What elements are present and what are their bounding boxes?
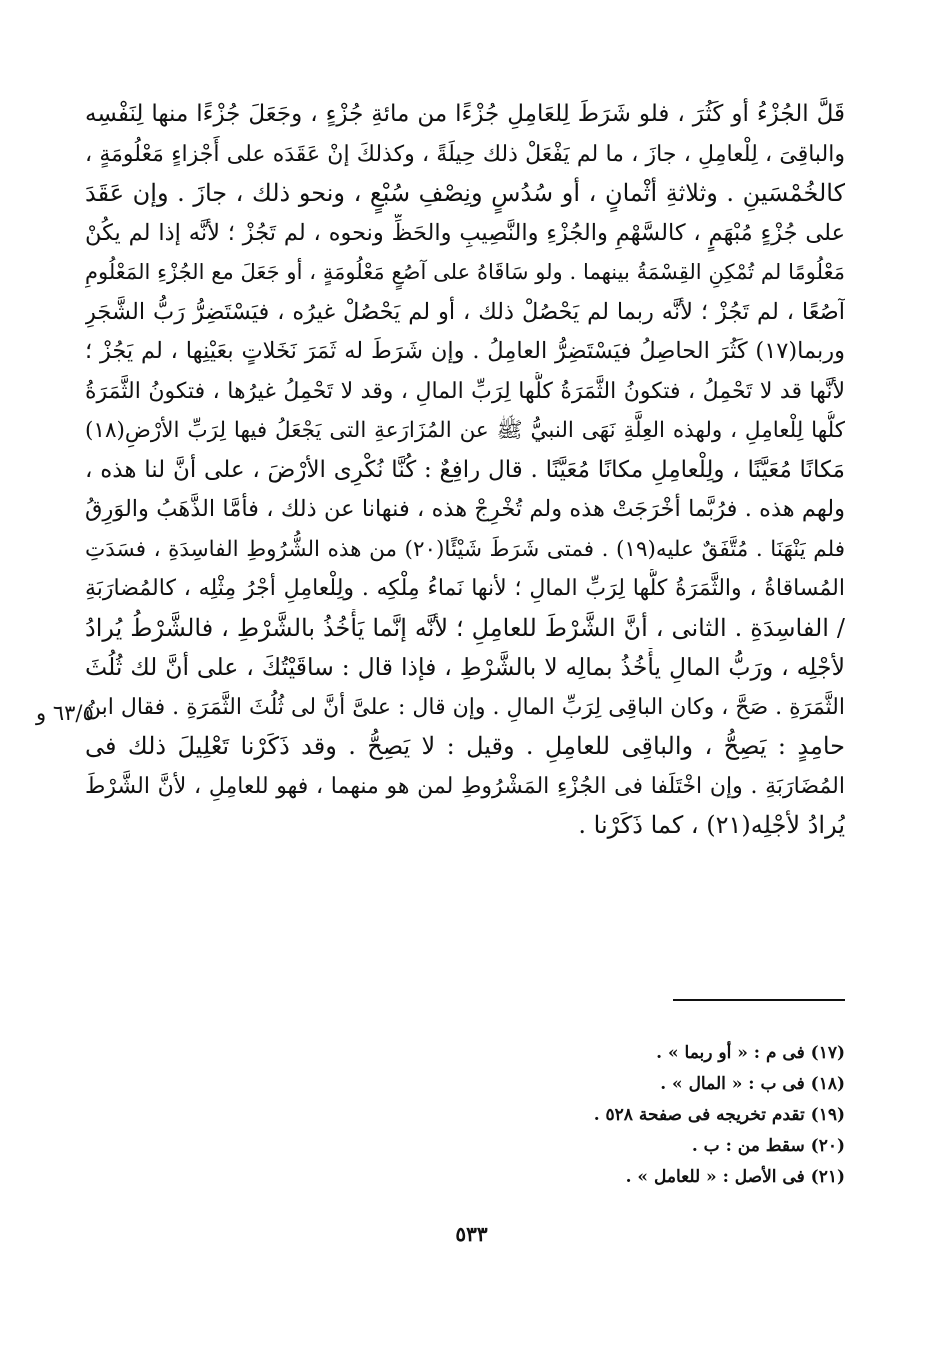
text-line: كلُّها لِلْعامِلِ ، ولهذه العِلَّةِ نَهَى النبيُّ ﷺ عن المُزَارَعةِ التى يَجْعَلُ فيها لِرَبِّ الأرْضِ(١٨) [85,418,845,443]
text-line: على جُزْءٍ مُبْهَمٍ ، كالسَّهْمِ والجُزْءِ والنَّصِيبِ والحَظِّ ونحوه ، لم تَجُزْ ؛ لأنَّه إذا لم يكُنْ [85,219,845,246]
text-line: ولهم هذه . فرُبَّما أخْرَجَتْ هذه ولم تُخْرِجْ هذه ، فنهانا عن ذلك ، فأمَّا الذَّهَبُ والوَرِقُ [85,496,845,522]
text-line: المُضَارَبَةِ . وإن اخْتَلَفا فى الجُزْءِ المَشْرُوطِ لمن هو منهما ، فهو للعامِلِ ، لأنَّ الشَّرْطَ [85,773,845,799]
footnote: (٢٠) سقط من : ب . [691,1136,845,1156]
page-number: ٥٣٣ [455,1222,488,1246]
text-line: قَلَّ الجُزْءُ أو كَثُرَ ، فلو شَرَطَ لِلعَامِلِ جُزْءًا من مائةِ جُزْءٍ ، وجَعَلَ جُزْءًا منها لِنَفْسِه [85,101,845,127]
text-line: مَكانًا مُعَيَّنًا ، ولِلْعامِلِ مكانًا مُعَيَّنًا . قال رافِعٌ : كُنَّا نُكْرِى الأرْضَ ، على أنَّ لنا هذه ، [85,456,845,483]
text-line: المُساقاةُ ، والثَّمَرَةُ كلُّها لِرَبِّ المالِ ؛ لأنها نَماءُ مِلْكِه . ولِلْعامِلِ أجْرُ مِثْلِه ، كالمُضارَبَةِ [85,576,845,601]
footnotes [425,1038,845,1193]
text-line: الثَّمَرَةِ . صَحَّ ، وكان الباقِى لِرَبِّ المالِ . وإن قال : علىَّ أنَّ لى ثُلُثَ الثَّمَرَةِ . فقال ابنُ [85,694,845,720]
footnote-divider [673,999,845,1001]
text-line: حامِدٍ : يَصِحُّ ، والباقِى للعامِلِ . وقيل : لا يَصِحُّ . وقد ذَكَرْنا تَعْلِيلَ ذلك فى [85,732,845,760]
text-line: / الفاسِدَةِ . الثانى ، أنَّ الشَّرْطَ للعامِلِ ؛ لأنَّه إنَّما يَأْخُذُ بالشَّرْطِ ، فالشَّرْطُ يُرادُ [85,613,845,642]
main-text [85,95,845,846]
text-line: وربما(١٧) كَثُرَ الحاصِلُ فيَسْتَضِرُّ العامِلُ . وإن شَرَطَ له ثَمَرَ نَخَلاتٍ بعَيْنِها ، لم يَجُزْ ؛ [85,338,845,364]
text-line: لأجْلِه ، ورَبُّ المالِ يأْخُذُ بمالِه لا بالشَّرْطِ ، فإذا قال : ساقَيْتُكَ ، على أنَّ لك ثُلُثَ [85,653,845,681]
text-line: فلم يَنْهَنَا . مُتَّفَقٌ عليه(١٩) . فمتى شَرَطَ شَيْئًا(٢٠) من هذه الشُّرُوطِ الفاسِدَةِ ، فسَدَتِ [85,536,845,562]
footnote: (١٩) تقدم تخريجه فى صفحة ٥٢٨ . [593,1105,845,1125]
footnote: (١٨) فى ب : « المال » . [660,1074,845,1094]
margin-folio-note: ٦٣/٥ و [36,701,94,725]
text-line: والباقِىَ ، لِلْعامِلِ ، جازَ ، ما لم يَفْعَلْ ذلك حِيلَةً ، وكذلكَ إنْ عَقَدَه على أَجْزاءٍ مَعْلُومَةٍ ، [85,141,845,167]
text-line: آصُعًا ، لم تَجُزْ ؛ لأنَّه ربما لم يَحْصُلْ ذلك ، أو لم يَحْصُلْ غيرُه ، فيَسْتَضِرُّ رَبُّ الشَّجَرِ [85,298,845,325]
footnote: (٢١) فى الأصل : « للعامل » . [625,1167,845,1187]
text-line: كالخُمْسَينِ . وثلاثةِ أثْمانٍ ، أو سُدُسٍ ونِصْفِ سُبْعٍ ، ونحو ذلك ، جازَ . وإن عَقَدَ [85,179,845,207]
text-line: مَعْلُومًا لم تُمْكِنِ القِسْمَةُ بينهما . ولو سَاقَاهُ على آصُعٍ مَعْلُومَةٍ ، أو جَعَلَ مع الجُزْءِ المَعْلُومِ [85,260,845,284]
footnote: (١٧) فى م : « أو ربما » . [656,1043,845,1063]
text-line: لأنَّها قد لا تَحْمِلُ ، فتكونُ الثَّمَرَةُ كلُّها لِرَبِّ المالِ ، وقد لا تَحْمِلُ غيرُها ، فتكونُ الثَّمَرَةُ [85,378,845,404]
text-line: يُرادُ لأجْلِه(٢١) ، كما ذَكَرْنا . [578,811,845,839]
